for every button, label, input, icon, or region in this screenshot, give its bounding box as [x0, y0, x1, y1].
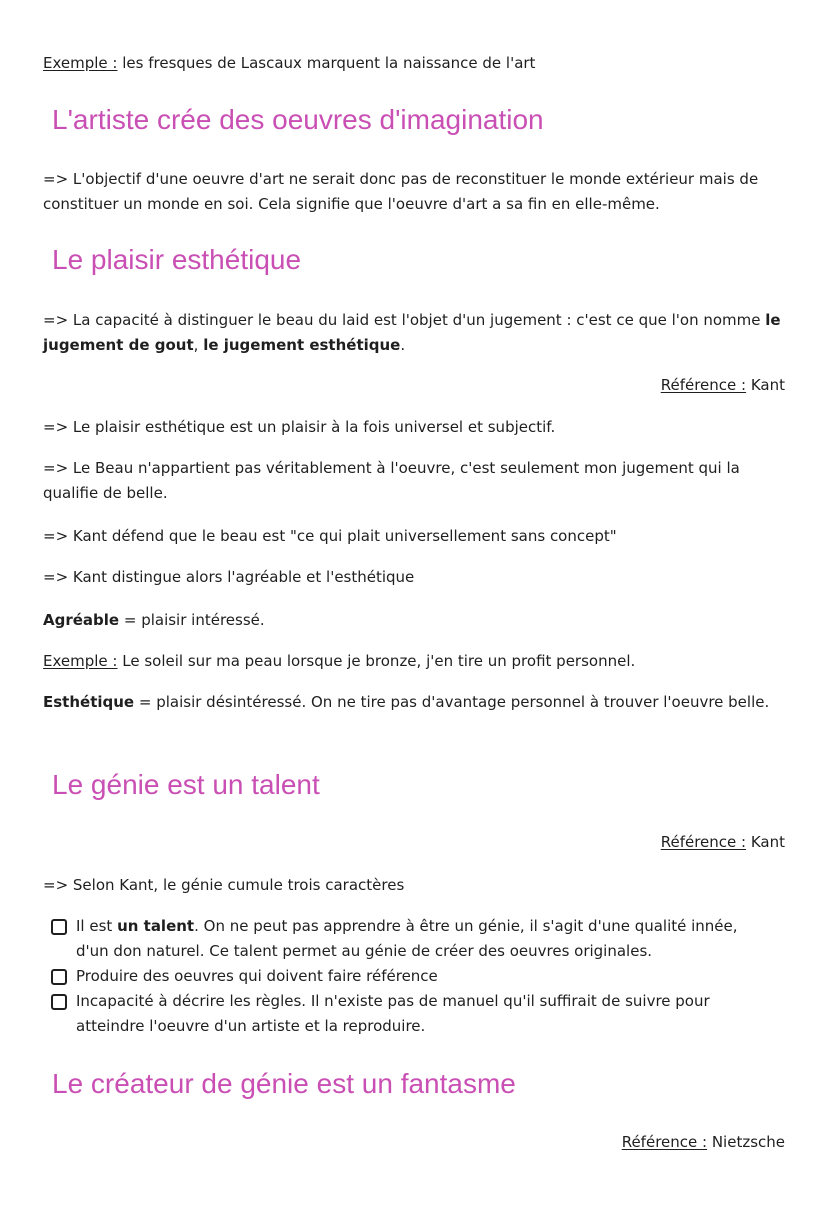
example-label: Exemple : [43, 54, 118, 72]
agreeable-term: Agréable [43, 611, 120, 629]
reference-label: Référence : [621, 1133, 708, 1151]
paragraph-aesthetic-definition [43, 690, 785, 715]
paragraph-kant-distinction: => Kant distingue alors l'agréable et l'esthétique [43, 568, 415, 586]
checklist-text: Produire des oeuvres qui doivent faire référence [76, 967, 438, 985]
paragraph-objective: => L'objectif d'une oeuvre d'art ne serait donc pas de reconstituer le monde extérieur mais de constituer un monde en soi. Cela signifie que l'oeuvre d'art a sa fin en elle-même. [43, 170, 759, 213]
reference-label: Référence : [660, 376, 747, 394]
aesthetic-definition: = plaisir désintéressé. On ne tire pas d'avantage personnel à trouver l'oeuvre belle. [134, 693, 770, 711]
heading-genius-fantasy: Le créateur de génie est un fantasme [52, 1068, 516, 1099]
checklist-text: Incapacité à décrire les règles. Il n'existe pas de manuel qu'il suffirait de suivre pour atteindre l'oeuvre d'un artiste et la reproduire. [76, 992, 710, 1035]
judgement-bold-2: le jugement esthétique [203, 336, 401, 354]
paragraph-universal: => Le plaisir esthétique est un plaisir à la fois universel et subjectif. [43, 418, 556, 436]
heading-aesthetic-pleasure: Le plaisir esthétique [52, 244, 302, 275]
heading-genius-talent: Le génie est un talent [52, 769, 320, 800]
heading-imagination: L'artiste crée des oeuvres d'imagination [52, 104, 544, 135]
checklist-item-reference [51, 964, 771, 989]
checklist-item-talent [51, 914, 771, 964]
reference-kant-2 [43, 830, 785, 855]
example-label: Exemple : [43, 652, 118, 670]
paragraph-kant-beauty: => Kant défend que le beau est "ce qui plait universellement sans concept" [43, 527, 617, 545]
judgement-text-mid: , [193, 336, 204, 354]
paragraph-agreeable [43, 608, 785, 633]
checklist-text: Il est un talent. On ne peut pas apprendre à être un génie, il s'agit d'une qualité innée, d'un don naturel. Ce talent permet au génie de créer des oeuvres originales. [76, 917, 738, 960]
reference-name: Kant [746, 833, 785, 851]
checklist-item-rules [51, 989, 771, 1039]
paragraph-genius-traits: => Selon Kant, le génie cumule trois caractères [43, 876, 405, 894]
reference-name: Kant [746, 376, 785, 394]
example-sun-paragraph [43, 649, 785, 674]
aesthetic-term: Esthétique [43, 693, 135, 711]
example-text: les fresques de Lascaux marquent la naissance de l'art [117, 54, 536, 72]
checkbox-1[interactable] [51, 919, 67, 935]
reference-nietzsche [43, 1130, 785, 1155]
reference-label: Référence : [660, 833, 747, 851]
checkbox-3[interactable] [51, 994, 67, 1010]
judgement-text-post: . [400, 336, 406, 354]
reference-kant-1 [43, 373, 785, 398]
reference-name: Nietzsche [707, 1133, 785, 1151]
paragraph-beauty-judgement: => Le Beau n'appartient pas véritablement à l'oeuvre, c'est seulement mon jugement qui la qualifie de belle. [43, 459, 740, 502]
paragraph-judgement [43, 308, 785, 358]
agreeable-definition: = plaisir intéressé. [119, 611, 265, 629]
example-text: Le soleil sur ma peau lorsque je bronze, j'en tire un profit personnel. [117, 652, 636, 670]
checkbox-2[interactable] [51, 969, 67, 985]
judgement-text-pre: => La capacité à distinguer le beau du laid est l'objet d'un jugement : c'est ce que l'on nomme [43, 311, 766, 329]
example-paragraph [43, 51, 785, 76]
judgement-bold-1: le jugement de gout [43, 311, 781, 354]
